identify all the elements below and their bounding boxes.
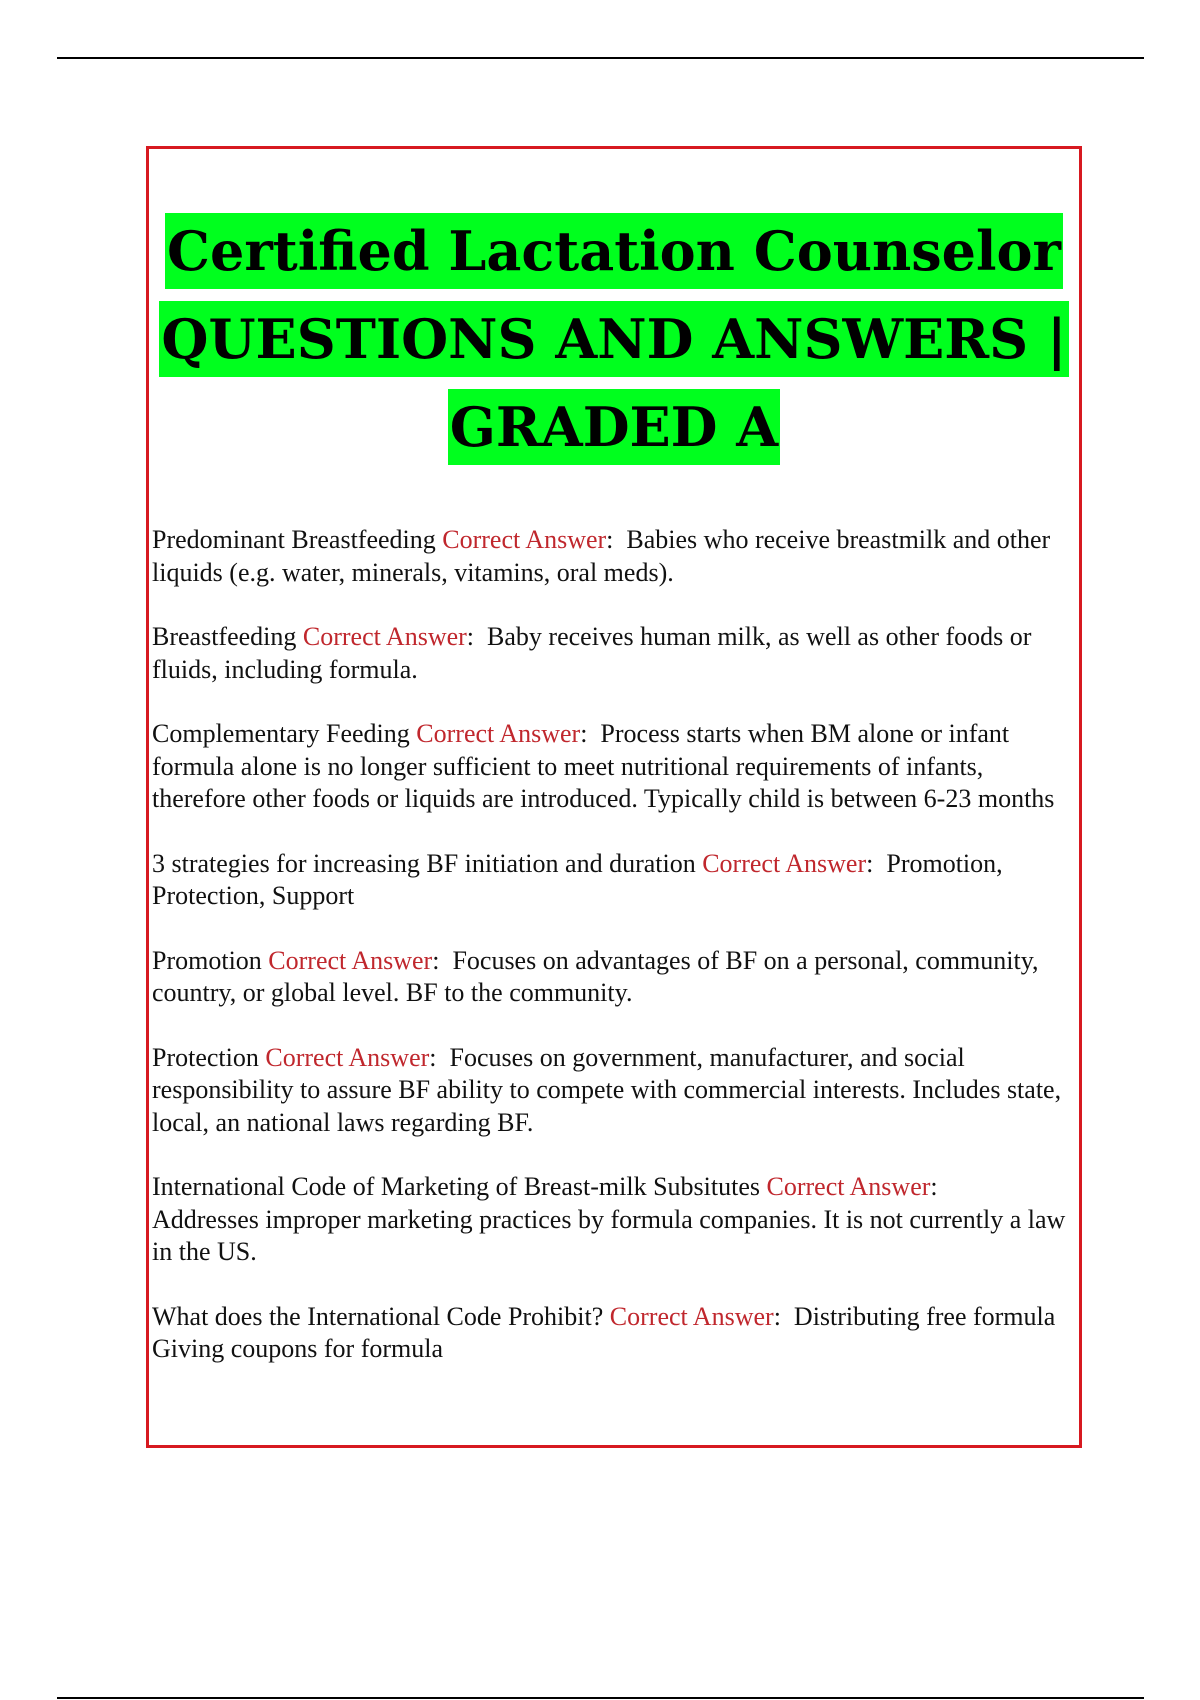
answer-label: Correct Answer [268, 945, 433, 975]
answer-text: Focuses on advantages of BF on a personal, community, country, or global level. BF to the community. [152, 945, 1039, 1007]
question-text: Predominant Breastfeeding [152, 525, 436, 554]
title-line-1: Certified Lactation Counselor [165, 213, 1063, 289]
qa-item: International Code of Marketing of Breast-milk Subsitutes Correct Answer: Addresses improper marketing practices by formula companies. It is not currently a law in the US. [152, 1172, 1066, 1266]
qa-item: Promotion Correct Answer: Focuses on advantages of BF on a personal, community, country, or global level. BF to the community. [152, 945, 1039, 1007]
title-line-3: GRADED A [448, 389, 780, 465]
footer-rule [57, 1697, 1144, 1699]
question-text: International Code of Marketing of Breast-milk Subsitutes [152, 1172, 760, 1201]
question-text: Promotion [152, 945, 262, 975]
answer-label: Correct Answer [702, 848, 867, 878]
answer-label: Correct Answer [766, 1172, 931, 1201]
answer-label: Correct Answer [609, 1301, 774, 1331]
question-text: What does the International Code Prohibit? [152, 1301, 604, 1331]
qa-item: What does the International Code Prohibit? Correct Answer: Distributing free formula Giving coupons for formula [152, 1301, 1076, 1366]
answer-text: Addresses improper marketing practices by formula companies. It is not currently a law in the US. [152, 1204, 1066, 1266]
answer-text: Process starts when BM alone or infant formula alone is no longer sufficient to meet nutritional requirements of infants, therefore other foods or liquids are introduced. Typically child is between 6-23 months [152, 719, 1055, 813]
answer-text: Babies who receive breastmilk and other liquids (e.g. water, minerals, vitamins, oral meds). [152, 525, 1051, 587]
document-title [149, 207, 1079, 471]
header-rule [57, 57, 1144, 59]
content-frame [146, 146, 1082, 1448]
qa-list [152, 524, 1076, 1398]
title-line-2: QUESTIONS AND ANSWERS | [159, 301, 1068, 377]
answer-text: Focuses on government, manufacturer, and social responsibility to assure BF ability to compete with commercial interests. Includes state, local, an national laws regarding BF. [152, 1042, 1062, 1137]
answer-text: Baby receives human milk, as well as other foods or fluids, including formula. [152, 622, 1032, 684]
qa-item: Protection Correct Answer: Focuses on government, manufacturer, and social responsibility to assure BF ability to compete with commercial interests. Includes state, local, an national laws regarding BF. [152, 1042, 1062, 1137]
qa-item: Complementary Feeding Correct Answer: Process starts when BM alone or infant formula alone is no longer sufficient to meet nutritional requirements of infants, therefore other foods or liquids are introduced. Typically child is between 6-23 months [152, 719, 1055, 813]
answer-label: Correct Answer [302, 622, 467, 651]
qa-item: Breastfeeding Correct Answer: Baby receives human milk, as well as other foods or fluids, including formula. [152, 622, 1032, 684]
answer-label: Correct Answer [442, 525, 607, 554]
qa-item: Predominant Breastfeeding Correct Answer: Babies who receive breastmilk and other liquids (e.g. water, minerals, vitamins, oral meds). [152, 525, 1051, 587]
question-text: Breastfeeding [152, 622, 297, 651]
qa-item: 3 strategies for increasing BF initiation and duration Correct Answer: Promotion, Protection, Support [152, 848, 1003, 910]
question-text: Protection [152, 1042, 259, 1072]
answer-extra-line: Giving coupons for formula [152, 1334, 444, 1363]
answer-label: Correct Answer [416, 719, 581, 748]
answer-label: Correct Answer [265, 1042, 430, 1072]
question-text: Complementary Feeding [152, 719, 410, 748]
answer-text: Promotion, Protection, Support [152, 848, 1003, 910]
answer-text: Distributing free formula [793, 1301, 1056, 1331]
question-text: 3 strategies for increasing BF initiation and duration [152, 848, 696, 878]
